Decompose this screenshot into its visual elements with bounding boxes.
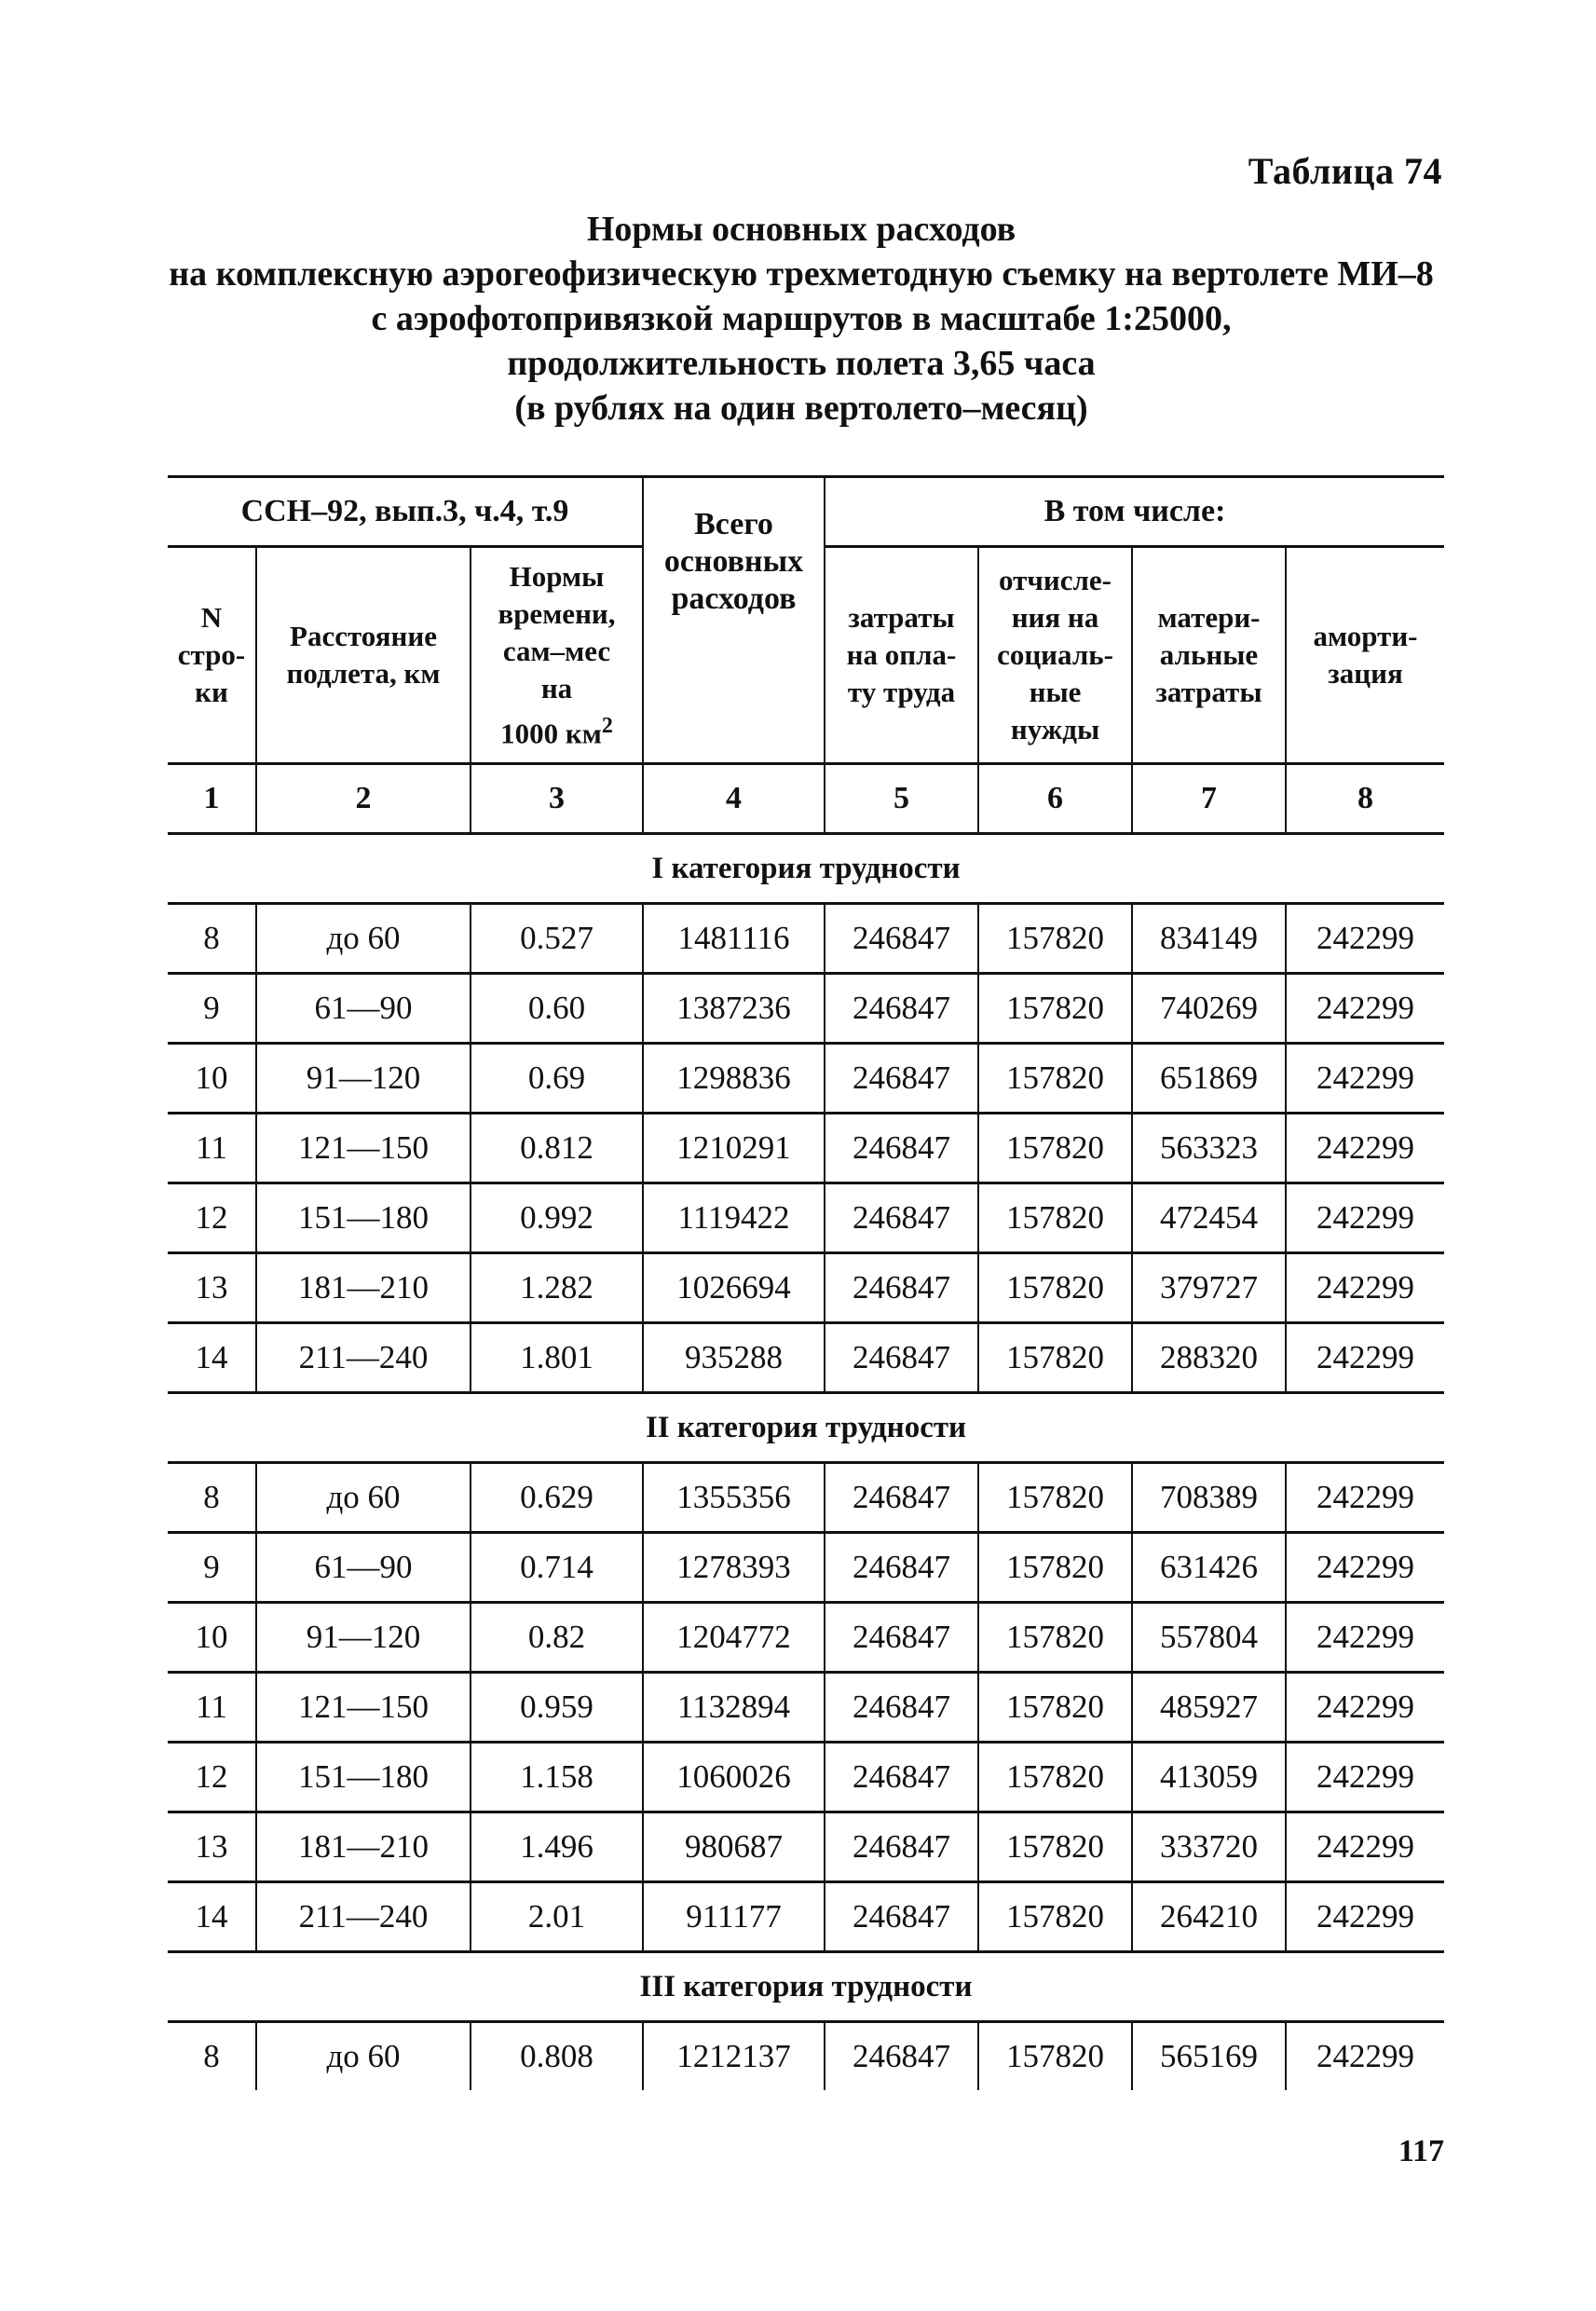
category-header [168, 1952, 1444, 2022]
table-cell: 0.60 [471, 974, 643, 1044]
table-cell: 708389 [1132, 1463, 1286, 1533]
table-cell: 211—240 [256, 1323, 471, 1393]
table-cell: 631426 [1132, 1533, 1286, 1603]
table-cell: 1.496 [471, 1812, 643, 1882]
category-header [168, 834, 1444, 904]
table-cell: 0.69 [471, 1044, 643, 1114]
table-cell: 121—150 [256, 1673, 471, 1743]
table-cell: 1278393 [643, 1533, 825, 1603]
table-row [168, 2022, 1444, 2091]
table-cell: 1210291 [643, 1114, 825, 1183]
table-row [168, 1882, 1444, 1952]
table-cell: 834149 [1132, 904, 1286, 974]
table-cell: 242299 [1286, 904, 1444, 974]
table-cell: 0.808 [471, 2022, 643, 2091]
table-cell: 1119422 [643, 1183, 825, 1253]
table-cell: 379727 [1132, 1253, 1286, 1323]
table-row [168, 1673, 1444, 1743]
column-number: 6 [978, 764, 1132, 834]
table-row [168, 974, 1444, 1044]
caption-line: с аэрофотопривязкой маршрутов в масштабе 1:25000, [371, 299, 1232, 338]
table-cell: 1060026 [643, 1743, 825, 1812]
table-cell: 935288 [643, 1323, 825, 1393]
table-cell: 242299 [1286, 1253, 1444, 1323]
table-cell: 157820 [978, 1183, 1132, 1253]
table-cell: 565169 [1132, 2022, 1286, 2091]
table-cell: 10 [168, 1044, 256, 1114]
table-cell: 211—240 [256, 1882, 471, 1952]
table-cell: 9 [168, 1533, 256, 1603]
table-row [168, 1253, 1444, 1323]
table-cell: 246847 [825, 1323, 978, 1393]
table-cell: 472454 [1132, 1183, 1286, 1253]
table-cell: 151—180 [256, 1743, 471, 1812]
table-cell: 0.959 [471, 1673, 643, 1743]
column-number: 4 [643, 764, 825, 834]
table-cell: 246847 [825, 974, 978, 1044]
table-cell: 1132894 [643, 1673, 825, 1743]
table-cell: 11 [168, 1114, 256, 1183]
column-number: 3 [471, 764, 643, 834]
table-cell: 242299 [1286, 1882, 1444, 1952]
table-row [168, 904, 1444, 974]
table-cell: 61—90 [256, 974, 471, 1044]
table-label: Таблица 74 [1248, 150, 1442, 192]
table-cell: 157820 [978, 1812, 1132, 1882]
column-number: 2 [256, 764, 471, 834]
table-cell: 0.812 [471, 1114, 643, 1183]
column-number: 7 [1132, 764, 1286, 834]
table-cell: 242299 [1286, 1114, 1444, 1183]
table-cell: 242299 [1286, 1323, 1444, 1393]
table-cell: 8 [168, 1463, 256, 1533]
header-row-number: N стро- ки [168, 547, 256, 764]
table-cell: 0.82 [471, 1603, 643, 1673]
table-cell: 1387236 [643, 974, 825, 1044]
table-cell: 1026694 [643, 1253, 825, 1323]
header-column-numbers [168, 764, 1444, 834]
table-cell: 1355356 [643, 1463, 825, 1533]
table-cell: 151—180 [256, 1183, 471, 1253]
table-caption [112, 207, 1491, 431]
table-cell: 13 [168, 1812, 256, 1882]
table-cell: 91—120 [256, 1044, 471, 1114]
table-row [168, 1603, 1444, 1673]
table-cell: 12 [168, 1743, 256, 1812]
table-cell: 1212137 [643, 2022, 825, 2091]
table-cell: 246847 [825, 1743, 978, 1812]
table-cell: 157820 [978, 1533, 1132, 1603]
column-number: 8 [1286, 764, 1444, 834]
table-row [168, 1323, 1444, 1393]
table-cell: 333720 [1132, 1812, 1286, 1882]
table-cell: 157820 [978, 1253, 1132, 1323]
table-cell: 181—210 [256, 1812, 471, 1882]
table-cell: 157820 [978, 974, 1132, 1044]
table-cell: 157820 [978, 1882, 1132, 1952]
table-cell: 246847 [825, 1463, 978, 1533]
table-row [168, 1114, 1444, 1183]
table-cell: 246847 [825, 1533, 978, 1603]
table-cell: 246847 [825, 2022, 978, 2091]
table-cell: 0.714 [471, 1533, 643, 1603]
table-cell: 242299 [1286, 1673, 1444, 1743]
category-title: III категория трудности [168, 1952, 1444, 2022]
table-cell: 9 [168, 974, 256, 1044]
table-cell: 12 [168, 1183, 256, 1253]
table-cell: 563323 [1132, 1114, 1286, 1183]
table-cell: 242299 [1286, 974, 1444, 1044]
table-cell: 246847 [825, 1044, 978, 1114]
table-cell: до 60 [256, 1463, 471, 1533]
table-cell: 10 [168, 1603, 256, 1673]
column-number: 1 [168, 764, 256, 834]
table-cell: 2.01 [471, 1882, 643, 1952]
table-cell: 651869 [1132, 1044, 1286, 1114]
table-cell: 0.629 [471, 1463, 643, 1533]
table-cell: 121—150 [256, 1114, 471, 1183]
header-social: отчисле- ния на социаль- ные нужды [978, 547, 1132, 764]
table-cell: 0.992 [471, 1183, 643, 1253]
category-title: I категория трудности [168, 834, 1444, 904]
table-cell: 242299 [1286, 2022, 1444, 2091]
category-header [168, 1393, 1444, 1463]
table-cell: 0.527 [471, 904, 643, 974]
table-cell: 246847 [825, 1114, 978, 1183]
table-cell: 288320 [1132, 1323, 1286, 1393]
table-cell: 157820 [978, 1323, 1132, 1393]
table-cell: 1.282 [471, 1253, 643, 1323]
table-cell: 413059 [1132, 1743, 1286, 1812]
table-cell: 246847 [825, 1882, 978, 1952]
table-cell: до 60 [256, 904, 471, 974]
table-cell: 14 [168, 1323, 256, 1393]
table-row [168, 1812, 1444, 1882]
table-cell: 246847 [825, 1812, 978, 1882]
table-cell: 157820 [978, 1603, 1132, 1673]
page-number: 117 [1398, 2134, 1444, 2168]
table-cell: 14 [168, 1882, 256, 1952]
table-cell: 1204772 [643, 1603, 825, 1673]
table-cell: 1.158 [471, 1743, 643, 1812]
header-ssn: ССН–92, вып.3, ч.4, т.9 [168, 477, 643, 547]
table-cell: 246847 [825, 1673, 978, 1743]
table-cell: 8 [168, 904, 256, 974]
table-row [168, 1533, 1444, 1603]
table-cell: 911177 [643, 1882, 825, 1952]
table-row [168, 1743, 1444, 1812]
table-cell: 157820 [978, 1114, 1132, 1183]
table-cell: 242299 [1286, 1743, 1444, 1812]
header-total: Всего основных расходов [643, 477, 825, 764]
table-cell: 246847 [825, 1603, 978, 1673]
table-row [168, 1183, 1444, 1253]
table-cell: 157820 [978, 1673, 1132, 1743]
header-distance: Расстояние подлета, км [256, 547, 471, 764]
table-cell: 11 [168, 1673, 256, 1743]
table-cell: 181—210 [256, 1253, 471, 1323]
table-cell: 157820 [978, 1044, 1132, 1114]
header-material: матери- альные затраты [1132, 547, 1286, 764]
table-cell: 1298836 [643, 1044, 825, 1114]
table-cell: 242299 [1286, 1603, 1444, 1673]
table-cell: 91—120 [256, 1603, 471, 1673]
table-cell: 1481116 [643, 904, 825, 974]
table-cell: 157820 [978, 1463, 1132, 1533]
table-cell: 1.801 [471, 1323, 643, 1393]
table-cell: 242299 [1286, 1044, 1444, 1114]
table-row [168, 1044, 1444, 1114]
header-labor: затраты на опла- ту труда [825, 547, 978, 764]
header-amortization: аморти- зация [1286, 547, 1444, 764]
category-title: II категория трудности [168, 1393, 1444, 1463]
table-cell: 246847 [825, 1183, 978, 1253]
table-cell: 242299 [1286, 1463, 1444, 1533]
table-cell: 242299 [1286, 1812, 1444, 1882]
table-cell: 485927 [1132, 1673, 1286, 1743]
table-cell: 246847 [825, 1253, 978, 1323]
table-cell: 242299 [1286, 1533, 1444, 1603]
caption-line: (в рублях на один вертолето–месяц) [514, 389, 1088, 428]
table-cell: 980687 [643, 1812, 825, 1882]
table-cell: 8 [168, 2022, 256, 2091]
table-cell: 246847 [825, 904, 978, 974]
norms-table [168, 475, 1444, 2090]
table-cell: 740269 [1132, 974, 1286, 1044]
column-number: 5 [825, 764, 978, 834]
caption-line: продолжительность полета 3,65 часа [507, 344, 1096, 383]
header-including: В том числе: [825, 477, 1444, 547]
table-cell: 157820 [978, 2022, 1132, 2091]
header-time-norms: Нормы времени, сам–мес на 1000 $км^2$ [471, 547, 643, 764]
caption-line: Нормы основных расходов [586, 210, 1016, 249]
table-cell: 264210 [1132, 1882, 1286, 1952]
table-cell: 13 [168, 1253, 256, 1323]
table-cell: 157820 [978, 904, 1132, 974]
caption-line: на комплексную аэрогеофизическую трехметодную съемку на вертолете МИ–8 [169, 254, 1434, 294]
table-cell: 61—90 [256, 1533, 471, 1603]
table-cell: до 60 [256, 2022, 471, 2091]
table-cell: 557804 [1132, 1603, 1286, 1673]
table-cell: 242299 [1286, 1183, 1444, 1253]
table-row [168, 1463, 1444, 1533]
table-cell: 157820 [978, 1743, 1132, 1812]
